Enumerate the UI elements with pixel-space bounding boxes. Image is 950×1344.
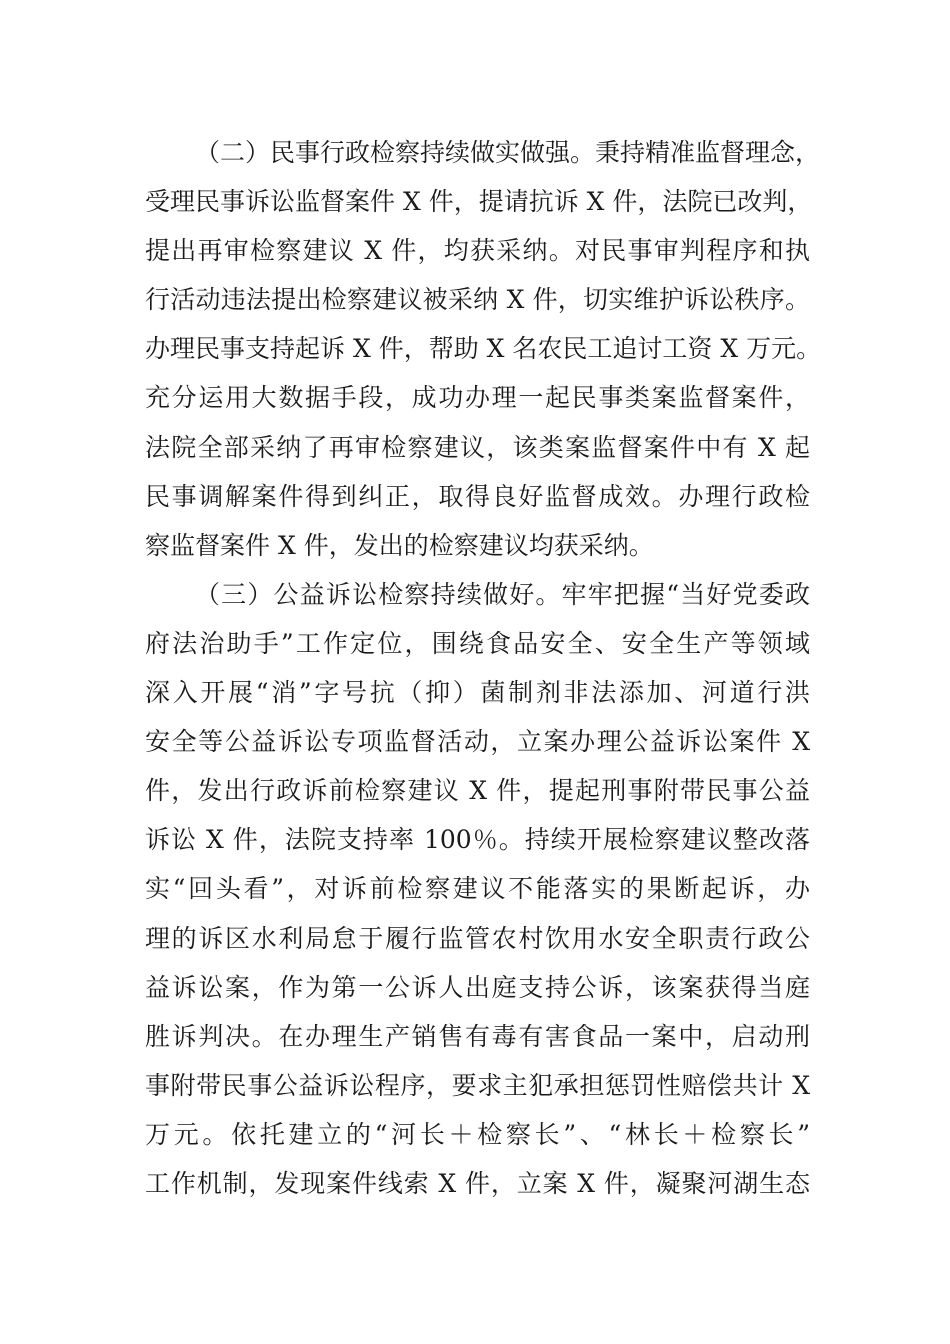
document-body <box>145 128 822 1208</box>
paragraph-civil-administrative-procuratorate <box>145 128 822 570</box>
paragraph-line: 实“回头看”，对诉前检察建议不能落实的果断起诉，办 <box>145 874 810 904</box>
paragraph-line: 安全等公益诉讼专项监督活动，立案办理公益诉讼案件 X <box>145 727 810 757</box>
paragraph-line: 理的诉区水利局怠于履行监管农村饮用水安全职责行政公 <box>145 923 810 953</box>
paragraph-line: 事附带民事公益诉讼程序，要求主犯承担惩罚性赔偿共计 X <box>145 1070 810 1100</box>
paragraph-line: 工作机制，发现案件线索 X 件，立案 X 件，凝聚河湖生态 <box>145 1168 810 1198</box>
paragraph-line: 充分运用大数据手段，成功办理一起民事类案监督案件， <box>145 383 810 413</box>
paragraph-line: 提出再审检察建议 X 件，均获采纳。对民事审判程序和执 <box>145 236 810 266</box>
paragraph-line: 深入开展“消”字号抗（抑）菌制剂非法添加、河道行洪 <box>145 678 810 708</box>
paragraph-line: 受理民事诉讼监督案件 X 件，提请抗诉 X 件，法院已改判， <box>145 187 813 217</box>
paragraph-line: 办理民事支持起诉 X 件，帮助 X 名农民工追讨工资 X 万元。 <box>145 334 822 364</box>
paragraph-line: （三）公益诉讼检察持续做好。牢牢把握“当好党委政 <box>195 579 810 609</box>
paragraph-line: 察监督案件 X 件，发出的检察建议均获采纳。 <box>145 530 654 560</box>
paragraph-line: 民事调解案件得到纠正，取得良好监督成效。办理行政检 <box>145 481 810 511</box>
paragraph-line: 府法治助手”工作定位，围绕食品安全、安全生产等领域 <box>145 628 810 658</box>
paragraph-line: （二）民事行政检察持续做实做强。秉持精准监督理念， <box>195 138 821 167</box>
paragraph-line: 胜诉判决。在办理生产销售有毒有害食品一案中，启动刑 <box>145 1021 810 1051</box>
paragraph-line: 万元。依托建立的“河长＋检察长”、“林长＋检察长” <box>145 1119 810 1149</box>
paragraph-line: 诉讼 X 件，法院支持率 100％。持续开展检察建议整改落 <box>145 825 810 855</box>
paragraph-line: 行活动违法提出检察建议被采纳 X 件，切实维护诉讼秩序。 <box>145 285 810 315</box>
paragraph-line: 件，发出行政诉前检察建议 X 件，提起刑事附带民事公益 <box>145 776 810 806</box>
paragraph-line: 益诉讼案，作为第一公诉人出庭支持公诉，该案获得当庭 <box>145 972 810 1002</box>
paragraph-line: 法院全部采纳了再审检察建议，该类案监督案件中有 X 起 <box>145 432 810 462</box>
paragraph-public-interest-litigation <box>145 570 810 1208</box>
